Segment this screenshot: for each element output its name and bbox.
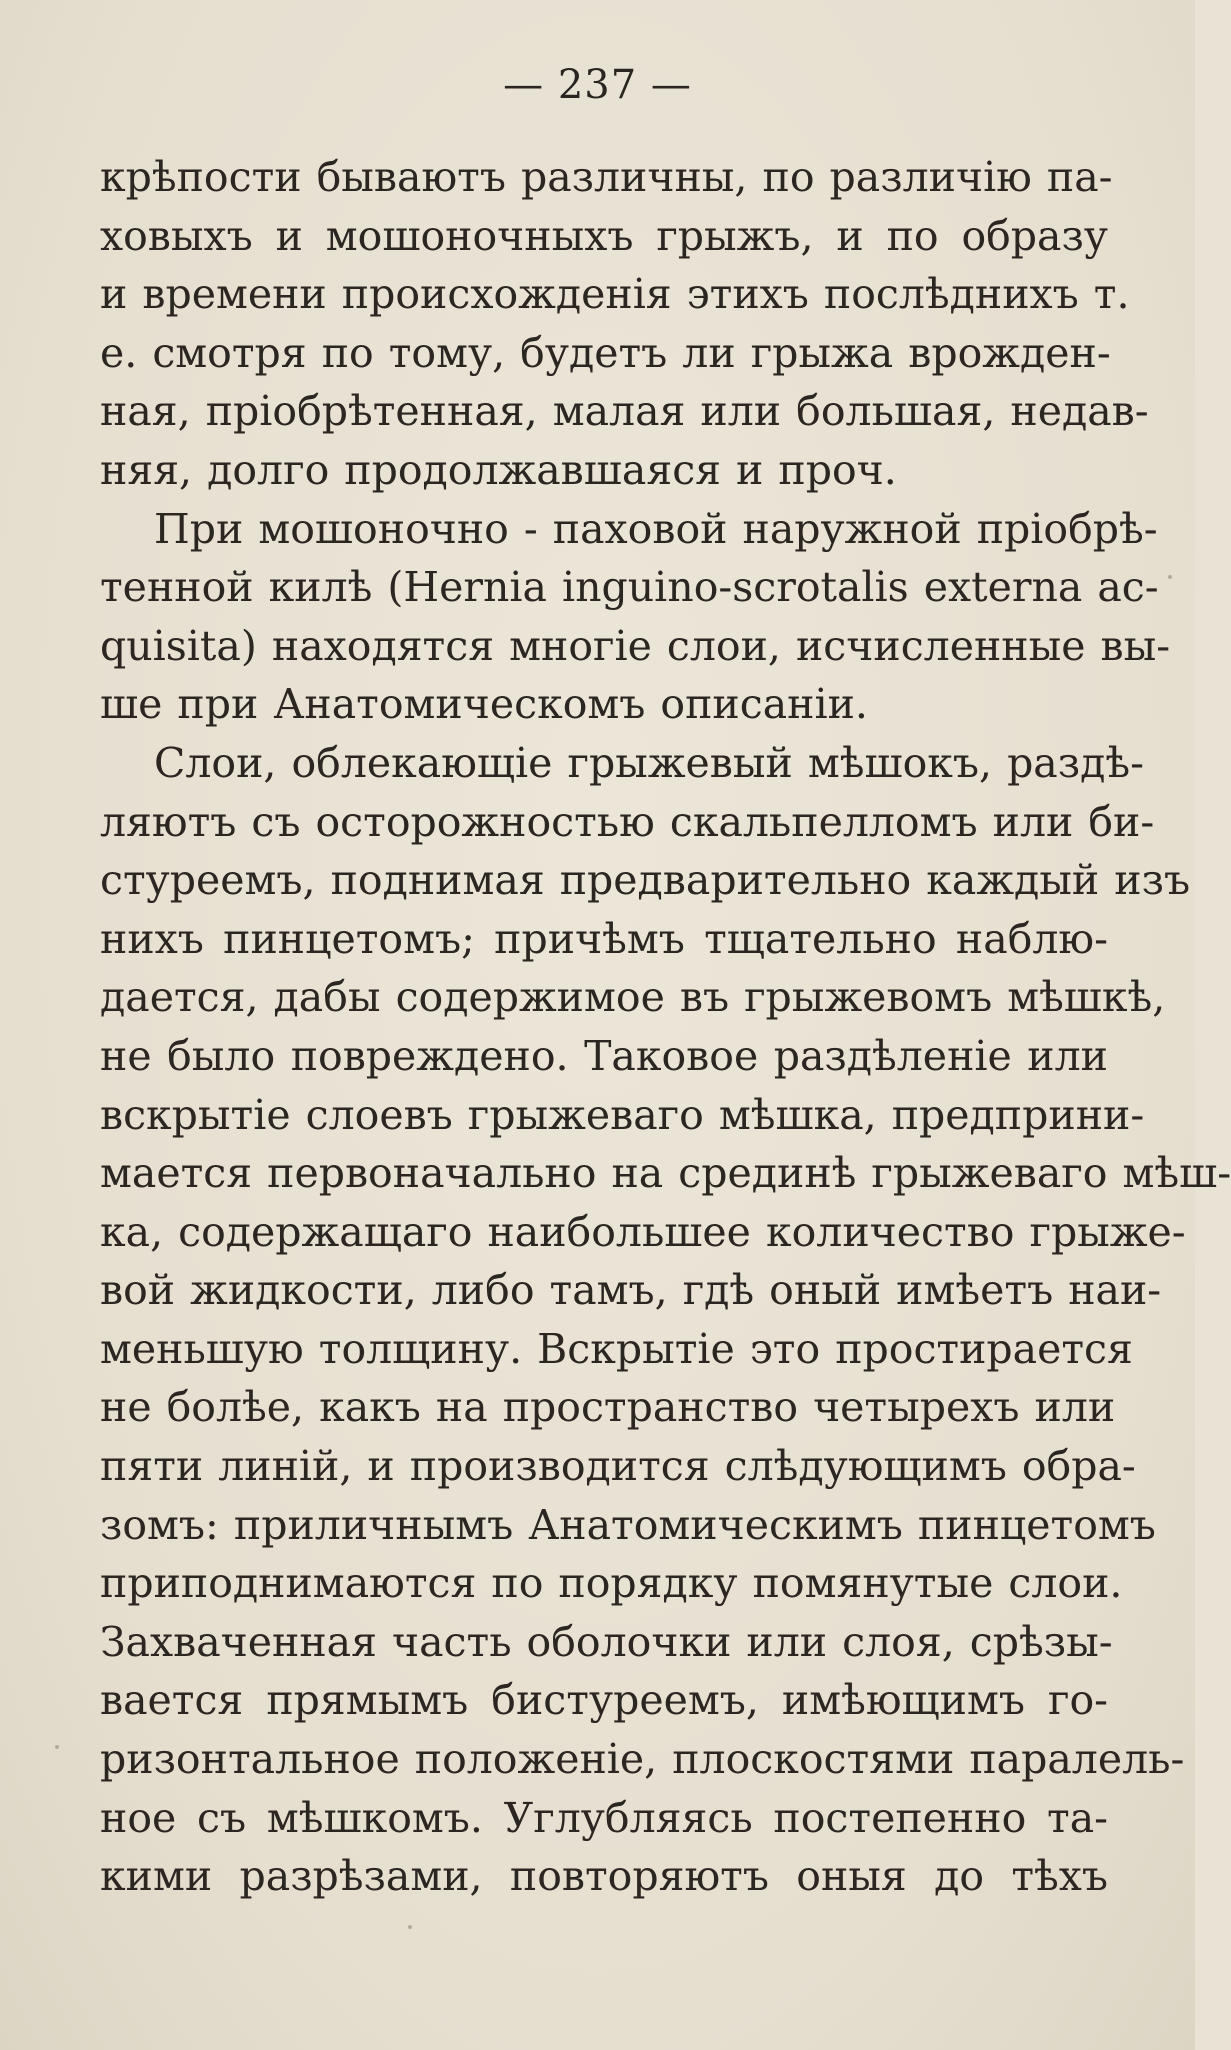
text-line: дается, дабы содержимое въ грыжевомъ мѣшкѣ,: [100, 973, 1166, 1022]
text-line: и времени происхожденія этихъ послѣднихъ т.: [100, 270, 1130, 319]
text-line: няя, долго продолжавшаяся и проч.: [100, 445, 897, 494]
text-line: не болѣе, какъ на пространство четырехъ или: [100, 1383, 1116, 1432]
text-line: вается прямымъ бистуреемъ, имѣющимъ го-: [100, 1676, 1108, 1725]
text-line: quisita) находятся многіе слои, исчисленные вы-: [100, 621, 1171, 670]
text-line: ка, содержащаго наибольшее количество грыже-: [100, 1207, 1186, 1256]
page-number: — 237 —: [503, 62, 692, 108]
text-line: ляютъ съ осторожностью скальпелломъ или би-: [100, 797, 1155, 846]
text-line: вскрытіе слоевъ грыжеваго мѣшка, предприни-: [100, 1090, 1145, 1139]
text-line: При мошоночно - паховой наружной пріобрѣ-: [154, 504, 1158, 553]
text-line: приподнимаются по порядку помянутые слои.: [100, 1559, 1123, 1608]
text-line: Захваченная часть оболочки или слоя, срѣзы-: [100, 1617, 1113, 1666]
text-line: нихъ пинцетомъ; причѣмъ тщательно наблю-: [100, 914, 1108, 963]
text-line: кими разрѣзами, повторяютъ оныя до тѣхъ: [100, 1852, 1108, 1901]
body-text: [100, 148, 1231, 1906]
paper-speck: [408, 1925, 412, 1929]
text-line: ная, пріобрѣтенная, малая или большая, недав-: [100, 387, 1149, 436]
text-line: крѣпости бываютъ различны, по различію па-: [100, 153, 1113, 201]
text-line: ризонтальное положеніе, плоскостями паралель-: [100, 1735, 1185, 1784]
text-line: е. смотря по тому, будетъ ли грыжа врожден-: [100, 328, 1111, 377]
text-line: мается первоначально на срединѣ грыжеваго мѣш-: [100, 1149, 1231, 1198]
paper-speck: [1168, 575, 1172, 579]
text-line: пяти линій, и производится слѣдующимъ обра-: [100, 1442, 1136, 1491]
text-line: ховыхъ и мошоночныхъ грыжъ, и по образу: [100, 211, 1108, 260]
text-line: ное съ мѣшкомъ. Углубляясь постепенно та-: [100, 1793, 1108, 1842]
text-line: Слои, облекающіе грыжевый мѣшокъ, раздѣ-: [154, 738, 1144, 787]
text-line: ше при Анатомическомъ описаніи.: [100, 680, 868, 729]
text-line: не было повреждено. Таковое раздѣленіе или: [100, 1031, 1108, 1080]
text-line: вой жидкости, либо тамъ, гдѣ оный имѣетъ наи-: [100, 1266, 1162, 1315]
text-line: меньшую толщину. Вскрытіе это простирается: [100, 1324, 1133, 1373]
text-line: тенной килѣ (Hernia inguino-scrotalis externa ac-: [100, 563, 1159, 612]
text-line: зомъ: приличнымъ Анатомическимъ пинцетомъ: [100, 1500, 1156, 1549]
paper-speck: [55, 1745, 59, 1749]
text-line: стуреемъ, поднимая предварительно каждый изъ: [100, 856, 1191, 905]
